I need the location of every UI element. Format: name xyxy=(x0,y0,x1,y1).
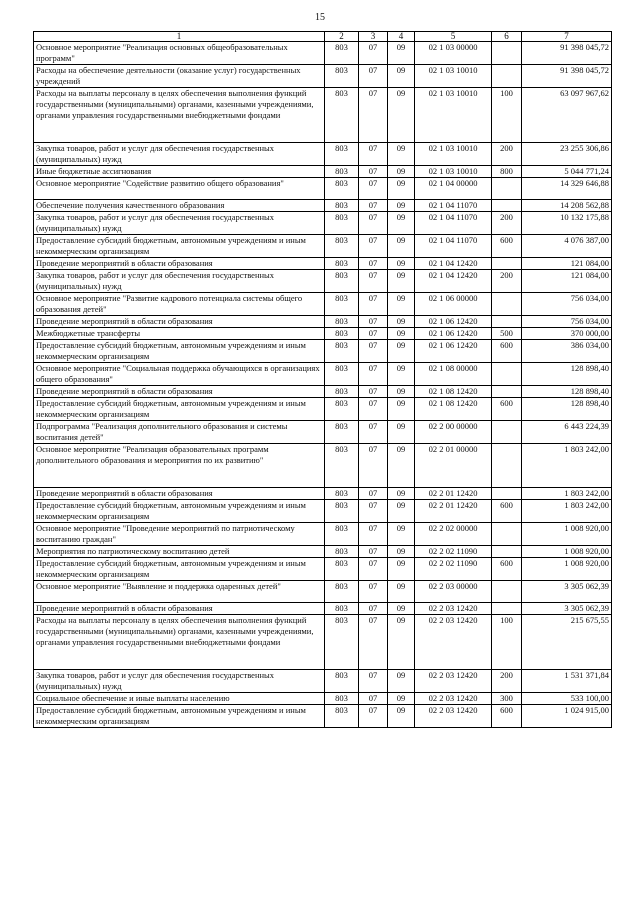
row-expense-type-cell xyxy=(492,316,522,328)
row-code-cell: 803 xyxy=(325,200,359,212)
row-name-cell: Иные бюджетные ассигнования xyxy=(34,166,325,178)
row-target-article-cell: 02 1 08 12420 xyxy=(415,398,492,421)
row-name-cell: Основное мероприятие "Проведение мероприятий по патриотическому воспитанию граждан" xyxy=(34,523,325,546)
row-target-article-cell: 02 1 03 10010 xyxy=(415,65,492,88)
row-section-cell: 07 xyxy=(359,615,388,670)
row-expense-type-cell: 200 xyxy=(492,143,522,166)
row-target-article-cell: 02 2 01 12420 xyxy=(415,488,492,500)
row-expense-type-cell xyxy=(492,488,522,500)
row-code-cell: 803 xyxy=(325,65,359,88)
table-row xyxy=(34,42,612,65)
row-name-cell: Расходы на выплаты персоналу в целях обеспечения выполнения функций государственными (муниципальными) органами, казенными учреждениями, органами управления государственными внебюджетными фондами xyxy=(34,615,325,670)
row-section-cell: 07 xyxy=(359,42,388,65)
row-name-cell: Предоставление субсидий бюджетным, автономным учреждениям и иным некоммерческим организациям xyxy=(34,500,325,523)
row-expense-type-cell xyxy=(492,603,522,615)
row-section-cell: 07 xyxy=(359,316,388,328)
row-code-cell: 803 xyxy=(325,363,359,386)
row-target-article-cell: 02 1 04 00000 xyxy=(415,178,492,200)
row-code-cell: 803 xyxy=(325,500,359,523)
row-expense-type-cell: 500 xyxy=(492,328,522,340)
column-header: 5 xyxy=(415,32,492,42)
row-code-cell: 803 xyxy=(325,615,359,670)
row-code-cell: 803 xyxy=(325,444,359,488)
row-section-cell: 07 xyxy=(359,143,388,166)
row-expense-type-cell: 600 xyxy=(492,398,522,421)
table-row xyxy=(34,200,612,212)
row-subsection-cell: 09 xyxy=(388,488,415,500)
row-amount-cell: 128 898,40 xyxy=(522,363,612,386)
table-row xyxy=(34,270,612,293)
row-code-cell: 803 xyxy=(325,316,359,328)
column-header: 3 xyxy=(359,32,388,42)
row-section-cell: 07 xyxy=(359,705,388,728)
table-row xyxy=(34,235,612,258)
row-subsection-cell: 09 xyxy=(388,615,415,670)
row-amount-cell: 10 132 175,88 xyxy=(522,212,612,235)
table-row xyxy=(34,398,612,421)
row-expense-type-cell xyxy=(492,178,522,200)
row-section-cell: 07 xyxy=(359,581,388,603)
row-name-cell: Основное мероприятие "Выявление и поддержка одаренных детей" xyxy=(34,581,325,603)
row-amount-cell: 4 076 387,00 xyxy=(522,235,612,258)
table-row xyxy=(34,523,612,546)
table-row xyxy=(34,212,612,235)
row-expense-type-cell: 100 xyxy=(492,88,522,143)
row-section-cell: 07 xyxy=(359,603,388,615)
row-subsection-cell: 09 xyxy=(388,235,415,258)
row-section-cell: 07 xyxy=(359,500,388,523)
row-code-cell: 803 xyxy=(325,523,359,546)
row-section-cell: 07 xyxy=(359,693,388,705)
row-section-cell: 07 xyxy=(359,488,388,500)
row-subsection-cell: 09 xyxy=(388,166,415,178)
row-amount-cell: 91 398 045,72 xyxy=(522,42,612,65)
table-row xyxy=(34,603,612,615)
row-expense-type-cell: 200 xyxy=(492,270,522,293)
row-amount-cell: 1 531 371,84 xyxy=(522,670,612,693)
row-expense-type-cell: 600 xyxy=(492,558,522,581)
row-section-cell: 07 xyxy=(359,212,388,235)
row-name-cell: Предоставление субсидий бюджетным, автономным учреждениям и иным некоммерческим организациям xyxy=(34,398,325,421)
row-expense-type-cell xyxy=(492,42,522,65)
row-target-article-cell: 02 2 02 11090 xyxy=(415,558,492,581)
table-row xyxy=(34,558,612,581)
row-amount-cell: 128 898,40 xyxy=(522,386,612,398)
row-expense-type-cell xyxy=(492,200,522,212)
row-amount-cell: 1 008 920,00 xyxy=(522,558,612,581)
row-subsection-cell: 09 xyxy=(388,705,415,728)
row-section-cell: 07 xyxy=(359,166,388,178)
row-section-cell: 07 xyxy=(359,178,388,200)
row-code-cell: 803 xyxy=(325,558,359,581)
row-expense-type-cell xyxy=(492,65,522,88)
row-expense-type-cell: 100 xyxy=(492,615,522,670)
row-code-cell: 803 xyxy=(325,88,359,143)
row-code-cell: 803 xyxy=(325,670,359,693)
table-row xyxy=(34,581,612,603)
row-amount-cell: 121 084,00 xyxy=(522,258,612,270)
row-name-cell: Основное мероприятие "Социальная поддержка обучающихся в организациях общего образования" xyxy=(34,363,325,386)
table-row xyxy=(34,615,612,670)
row-amount-cell: 128 898,40 xyxy=(522,398,612,421)
row-name-cell: Проведение мероприятий в области образования xyxy=(34,603,325,615)
row-target-article-cell: 02 1 06 00000 xyxy=(415,293,492,316)
row-code-cell: 803 xyxy=(325,328,359,340)
row-amount-cell: 756 034,00 xyxy=(522,316,612,328)
row-target-article-cell: 02 1 08 00000 xyxy=(415,363,492,386)
table-header-row xyxy=(34,32,612,42)
row-code-cell: 803 xyxy=(325,421,359,444)
row-name-cell: Расходы на выплаты персоналу в целях обеспечения выполнения функций государственными (муниципальными) органами, казенными учреждениями, органами управления государственными внебюджетными фондами xyxy=(34,88,325,143)
table-row xyxy=(34,166,612,178)
row-subsection-cell: 09 xyxy=(388,363,415,386)
row-expense-type-cell xyxy=(492,421,522,444)
row-name-cell: Обеспечение получения качественного образования xyxy=(34,200,325,212)
row-code-cell: 803 xyxy=(325,293,359,316)
row-name-cell: Основное мероприятие "Реализация основных общеобразовательных программ" xyxy=(34,42,325,65)
row-code-cell: 803 xyxy=(325,340,359,363)
row-code-cell: 803 xyxy=(325,270,359,293)
row-amount-cell: 1 008 920,00 xyxy=(522,523,612,546)
row-amount-cell: 1 008 920,00 xyxy=(522,546,612,558)
row-subsection-cell: 09 xyxy=(388,88,415,143)
row-target-article-cell: 02 1 04 12420 xyxy=(415,270,492,293)
table-row xyxy=(34,705,612,728)
table-row xyxy=(34,670,612,693)
row-target-article-cell: 02 1 06 12420 xyxy=(415,340,492,363)
row-amount-cell: 3 305 062,39 xyxy=(522,581,612,603)
row-target-article-cell: 02 2 03 12420 xyxy=(415,693,492,705)
row-code-cell: 803 xyxy=(325,166,359,178)
row-subsection-cell: 09 xyxy=(388,340,415,363)
row-expense-type-cell xyxy=(492,581,522,603)
row-name-cell: Предоставление субсидий бюджетным, автономным учреждениям и иным некоммерческим организациям xyxy=(34,705,325,728)
row-subsection-cell: 09 xyxy=(388,328,415,340)
row-subsection-cell: 09 xyxy=(388,178,415,200)
row-name-cell: Расходы на обеспечение деятельности (оказание услуг) государственных учреждений xyxy=(34,65,325,88)
column-header: 7 xyxy=(522,32,612,42)
row-target-article-cell: 02 2 03 00000 xyxy=(415,581,492,603)
row-name-cell: Социальное обеспечение и иные выплаты населению xyxy=(34,693,325,705)
row-amount-cell: 1 803 242,00 xyxy=(522,488,612,500)
row-code-cell: 803 xyxy=(325,143,359,166)
row-amount-cell: 3 305 062,39 xyxy=(522,603,612,615)
table-row xyxy=(34,65,612,88)
row-target-article-cell: 02 1 03 00000 xyxy=(415,42,492,65)
row-target-article-cell: 02 2 03 12420 xyxy=(415,615,492,670)
row-expense-type-cell xyxy=(492,363,522,386)
table-row xyxy=(34,340,612,363)
row-name-cell: Закупка товаров, работ и услуг для обеспечения государственных (муниципальных) нужд xyxy=(34,143,325,166)
row-subsection-cell: 09 xyxy=(388,316,415,328)
row-subsection-cell: 09 xyxy=(388,212,415,235)
row-amount-cell: 63 097 967,62 xyxy=(522,88,612,143)
row-subsection-cell: 09 xyxy=(388,42,415,65)
row-section-cell: 07 xyxy=(359,65,388,88)
row-amount-cell: 215 675,55 xyxy=(522,615,612,670)
row-subsection-cell: 09 xyxy=(388,546,415,558)
row-name-cell: Основное мероприятие "Содействие развитию общего образования" xyxy=(34,178,325,200)
row-section-cell: 07 xyxy=(359,670,388,693)
row-amount-cell: 533 100,00 xyxy=(522,693,612,705)
row-section-cell: 07 xyxy=(359,363,388,386)
table-row xyxy=(34,258,612,270)
row-subsection-cell: 09 xyxy=(388,603,415,615)
row-name-cell: Закупка товаров, работ и услуг для обеспечения государственных (муниципальных) нужд xyxy=(34,670,325,693)
row-code-cell: 803 xyxy=(325,705,359,728)
row-target-article-cell: 02 2 03 12420 xyxy=(415,603,492,615)
table-row xyxy=(34,143,612,166)
row-name-cell: Основное мероприятие "Реализация образовательных программ дополнительного образования и мероприятия по их развитию" xyxy=(34,444,325,488)
row-section-cell: 07 xyxy=(359,523,388,546)
row-expense-type-cell: 600 xyxy=(492,340,522,363)
row-section-cell: 07 xyxy=(359,235,388,258)
row-subsection-cell: 09 xyxy=(388,500,415,523)
row-section-cell: 07 xyxy=(359,328,388,340)
row-code-cell: 803 xyxy=(325,488,359,500)
row-section-cell: 07 xyxy=(359,386,388,398)
row-subsection-cell: 09 xyxy=(388,421,415,444)
row-subsection-cell: 09 xyxy=(388,581,415,603)
row-code-cell: 803 xyxy=(325,386,359,398)
row-expense-type-cell xyxy=(492,258,522,270)
table-row xyxy=(34,693,612,705)
row-subsection-cell: 09 xyxy=(388,200,415,212)
table-row xyxy=(34,88,612,143)
row-subsection-cell: 09 xyxy=(388,523,415,546)
column-header: 1 xyxy=(34,32,325,42)
row-name-cell: Закупка товаров, работ и услуг для обеспечения государственных (муниципальных) нужд xyxy=(34,270,325,293)
row-target-article-cell: 02 1 06 12420 xyxy=(415,328,492,340)
table-row xyxy=(34,386,612,398)
row-expense-type-cell xyxy=(492,546,522,558)
row-subsection-cell: 09 xyxy=(388,693,415,705)
row-section-cell: 07 xyxy=(359,558,388,581)
row-code-cell: 803 xyxy=(325,546,359,558)
table-row xyxy=(34,316,612,328)
column-header: 4 xyxy=(388,32,415,42)
row-section-cell: 07 xyxy=(359,200,388,212)
page-number: 15 xyxy=(315,12,325,23)
row-expense-type-cell: 800 xyxy=(492,166,522,178)
row-amount-cell: 1 024 915,00 xyxy=(522,705,612,728)
table-row xyxy=(34,293,612,316)
row-amount-cell: 91 398 045,72 xyxy=(522,65,612,88)
row-subsection-cell: 09 xyxy=(388,270,415,293)
row-code-cell: 803 xyxy=(325,235,359,258)
row-code-cell: 803 xyxy=(325,581,359,603)
row-name-cell: Подпрограмма "Реализация дополнительного образования и системы воспитания детей" xyxy=(34,421,325,444)
row-expense-type-cell xyxy=(492,444,522,488)
row-target-article-cell: 02 2 01 00000 xyxy=(415,444,492,488)
row-expense-type-cell: 300 xyxy=(492,693,522,705)
row-expense-type-cell: 600 xyxy=(492,705,522,728)
row-expense-type-cell: 600 xyxy=(492,235,522,258)
row-amount-cell: 370 000,00 xyxy=(522,328,612,340)
row-name-cell: Проведение мероприятий в области образования xyxy=(34,386,325,398)
row-subsection-cell: 09 xyxy=(388,65,415,88)
row-name-cell: Проведение мероприятий в области образования xyxy=(34,488,325,500)
row-amount-cell: 14 208 562,88 xyxy=(522,200,612,212)
row-name-cell: Закупка товаров, работ и услуг для обеспечения государственных (муниципальных) нужд xyxy=(34,212,325,235)
row-subsection-cell: 09 xyxy=(388,444,415,488)
row-code-cell: 803 xyxy=(325,178,359,200)
column-header: 2 xyxy=(325,32,359,42)
row-expense-type-cell xyxy=(492,293,522,316)
row-amount-cell: 14 329 646,88 xyxy=(522,178,612,200)
row-amount-cell: 121 084,00 xyxy=(522,270,612,293)
row-amount-cell: 386 034,00 xyxy=(522,340,612,363)
row-amount-cell: 1 803 242,00 xyxy=(522,500,612,523)
row-name-cell: Мероприятия по патриотическому воспитанию детей xyxy=(34,546,325,558)
table-row xyxy=(34,444,612,488)
row-target-article-cell: 02 1 03 10010 xyxy=(415,143,492,166)
row-amount-cell: 756 034,00 xyxy=(522,293,612,316)
row-name-cell: Основное мероприятие "Развитие кадрового потенциала системы общего образования детей" xyxy=(34,293,325,316)
row-target-article-cell: 02 1 04 11070 xyxy=(415,200,492,212)
row-expense-type-cell: 600 xyxy=(492,500,522,523)
row-code-cell: 803 xyxy=(325,258,359,270)
row-section-cell: 07 xyxy=(359,270,388,293)
row-name-cell: Межбюджетные трансферты xyxy=(34,328,325,340)
row-target-article-cell: 02 2 03 12420 xyxy=(415,705,492,728)
row-section-cell: 07 xyxy=(359,258,388,270)
row-expense-type-cell xyxy=(492,386,522,398)
row-expense-type-cell: 200 xyxy=(492,212,522,235)
row-subsection-cell: 09 xyxy=(388,398,415,421)
row-amount-cell: 23 255 306,86 xyxy=(522,143,612,166)
row-code-cell: 803 xyxy=(325,212,359,235)
row-section-cell: 07 xyxy=(359,293,388,316)
row-subsection-cell: 09 xyxy=(388,143,415,166)
row-target-article-cell: 02 2 00 00000 xyxy=(415,421,492,444)
table-row xyxy=(34,421,612,444)
row-amount-cell: 5 044 771,24 xyxy=(522,166,612,178)
row-section-cell: 07 xyxy=(359,340,388,363)
row-target-article-cell: 02 1 04 11070 xyxy=(415,235,492,258)
row-section-cell: 07 xyxy=(359,88,388,143)
row-target-article-cell: 02 1 03 10010 xyxy=(415,88,492,143)
row-subsection-cell: 09 xyxy=(388,258,415,270)
table-row xyxy=(34,178,612,200)
row-amount-cell: 6 443 224,39 xyxy=(522,421,612,444)
table-row xyxy=(34,363,612,386)
row-target-article-cell: 02 1 04 11070 xyxy=(415,212,492,235)
row-target-article-cell: 02 2 01 12420 xyxy=(415,500,492,523)
row-target-article-cell: 02 1 03 10010 xyxy=(415,166,492,178)
table-row xyxy=(34,328,612,340)
row-name-cell: Предоставление субсидий бюджетным, автономным учреждениям и иным некоммерческим организациям xyxy=(34,340,325,363)
row-target-article-cell: 02 1 06 12420 xyxy=(415,316,492,328)
row-name-cell: Проведение мероприятий в области образования xyxy=(34,316,325,328)
row-section-cell: 07 xyxy=(359,398,388,421)
row-target-article-cell: 02 1 04 12420 xyxy=(415,258,492,270)
table-row xyxy=(34,488,612,500)
row-section-cell: 07 xyxy=(359,421,388,444)
row-code-cell: 803 xyxy=(325,42,359,65)
row-target-article-cell: 02 2 02 00000 xyxy=(415,523,492,546)
row-target-article-cell: 02 1 08 12420 xyxy=(415,386,492,398)
column-header: 6 xyxy=(492,32,522,42)
table-row xyxy=(34,500,612,523)
row-code-cell: 803 xyxy=(325,603,359,615)
row-expense-type-cell xyxy=(492,523,522,546)
row-target-article-cell: 02 2 02 11090 xyxy=(415,546,492,558)
row-name-cell: Предоставление субсидий бюджетным, автономным учреждениям и иным некоммерческим организациям xyxy=(34,235,325,258)
row-code-cell: 803 xyxy=(325,693,359,705)
row-target-article-cell: 02 2 03 12420 xyxy=(415,670,492,693)
row-section-cell: 07 xyxy=(359,546,388,558)
row-subsection-cell: 09 xyxy=(388,293,415,316)
row-subsection-cell: 09 xyxy=(388,558,415,581)
row-amount-cell: 1 803 242,00 xyxy=(522,444,612,488)
row-expense-type-cell: 200 xyxy=(492,670,522,693)
row-subsection-cell: 09 xyxy=(388,670,415,693)
row-name-cell: Предоставление субсидий бюджетным, автономным учреждениям и иным некоммерческим организациям xyxy=(34,558,325,581)
table-row xyxy=(34,546,612,558)
row-code-cell: 803 xyxy=(325,398,359,421)
row-subsection-cell: 09 xyxy=(388,386,415,398)
budget-table xyxy=(33,31,612,728)
row-name-cell: Проведение мероприятий в области образования xyxy=(34,258,325,270)
row-section-cell: 07 xyxy=(359,444,388,488)
